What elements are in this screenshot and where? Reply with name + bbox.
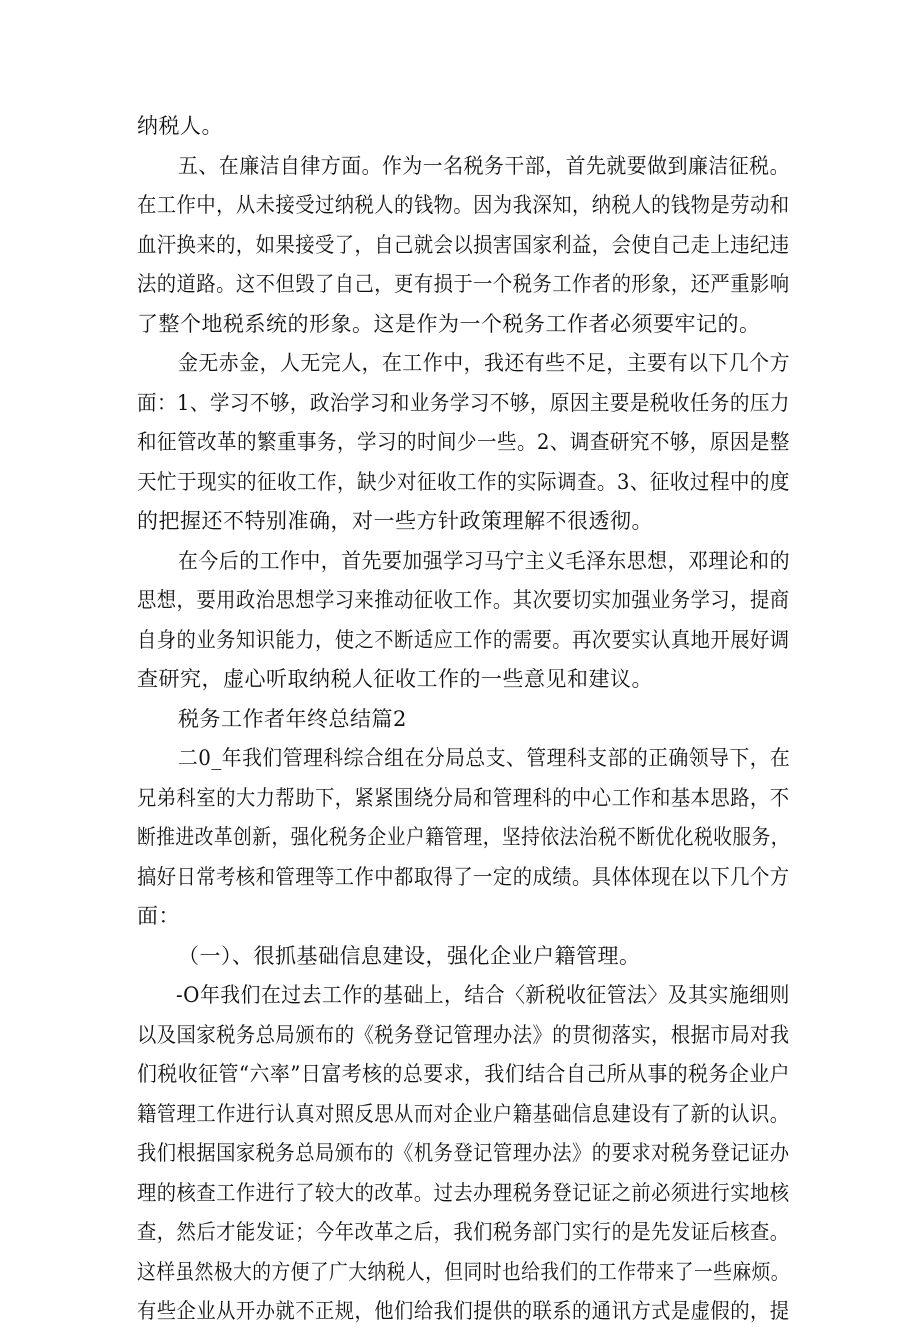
text-line: 这样虽然极大的方便了广大纳税人，但同时也给我们的工作带来了一些麻烦。 — [137, 1260, 791, 1284]
text-line: 以及国家税务总局颁布的《税务登记管理办法》的贯彻落实，根据市局对我 — [137, 1023, 790, 1047]
text-line: 查研究，虚心听取纳税人征收工作的一些意见和建议。 — [137, 667, 653, 691]
text-line: 金无赤金，人无完人，在工作中，我还有些不足，主要有以下几个方 — [178, 351, 790, 375]
text-line: 思想，要用政治思想学习来推动征收工作。其次要切实加强业务学习，提商 — [137, 588, 790, 612]
text-line: 的把握还不特别准确，对一些方针政策理解不很透彻。 — [137, 509, 653, 533]
text-line: 自身的业务知识能力，使之不断适应工作的需要。再次要实认真地开展好调 — [137, 628, 790, 652]
text-line: 二0_年我们管理科综合组在分局总支、管理科支部的正确领导下，在 — [178, 746, 791, 770]
text-line: 理的核查工作进行了较大的改革。过去办理税务登记证之前必须进行实地核 — [137, 1181, 790, 1205]
text-line: 搞好日常考核和管理等工作中都取得了一定的成绩。具体体现在以下几个方 — [137, 865, 790, 889]
text-line: 籍管理工作进行认真对照反思从而对企业户籍基础信息建设有了新的认识。 — [137, 1102, 790, 1126]
text-line: 五、在廉洁自律方面。作为一名税务干部，首先就要做到廉洁征税。 — [178, 154, 790, 178]
text-line: 了整个地税系统的形象。这是作为一个税务工作者必须要牢记的。 — [137, 312, 761, 336]
text-line: 兄弟科室的大力帮助下，紧紧围绕分局和管理科的中心工作和基本思路，不 — [137, 786, 790, 810]
text-line: 查，然后才能发证；今年改革之后，我们税务部门实行的是先发证后核查。 — [137, 1220, 790, 1244]
text-line: 血汗换来的，如果接受了，自己就会以损害国家利益，会使自己走上违纪违 — [137, 233, 790, 257]
text-line: 在今后的工作中，首先要加强学习马宁主义毛泽东思想，邓理论和的 — [178, 549, 790, 573]
text-line: 断推进改革创新，强化税务企业户籍管理，坚持依法治税不断优化税收服务， — [137, 825, 791, 849]
text-line: 和征管改革的繁重事务，学习的时间少一些。2、调查研究不够，原因是整 — [137, 430, 790, 454]
text-line: 法的道路。这不但毁了自己，更有损于一个税务工作者的形象，还严重影响 — [137, 272, 790, 296]
text-line: 我们根据国家税务总局颁布的《机务登记管理办法》的要求对税务登记证办 — [137, 1141, 790, 1165]
text-line: 们税收征管“六率”日富考核的总要求，我们结合自己所从事的税务企业户 — [137, 1062, 791, 1086]
text-line: （一）、很抓基础信息建设，强化企业户籍管理。 — [178, 944, 641, 968]
text-line: 面：1、学习不够，政治学习和业务学习不够，原因主要是税收任务的压力 — [137, 391, 790, 415]
text-line: 天忙于现实的征收工作，缺少对征收工作的实际调查。3、征收过程中的度 — [137, 470, 790, 494]
text-line: 纳税人。 — [137, 114, 223, 138]
text-line: -O年我们在过去工作的基础上，结合〈新税收征管法〉及其实施细则 — [176, 983, 790, 1007]
text-line: 在工作中，从未接受过纳税人的钱物。因为我深知，纳税人的钱物是劳动和 — [137, 193, 790, 217]
text-line: 有些企业从开办就不正规，他们给我们提供的联系的通讯方式是虚假的，提 — [137, 1299, 790, 1323]
text-line: 税务工作者年终总结篇2 — [178, 707, 407, 731]
text-line: 面： — [137, 904, 180, 928]
